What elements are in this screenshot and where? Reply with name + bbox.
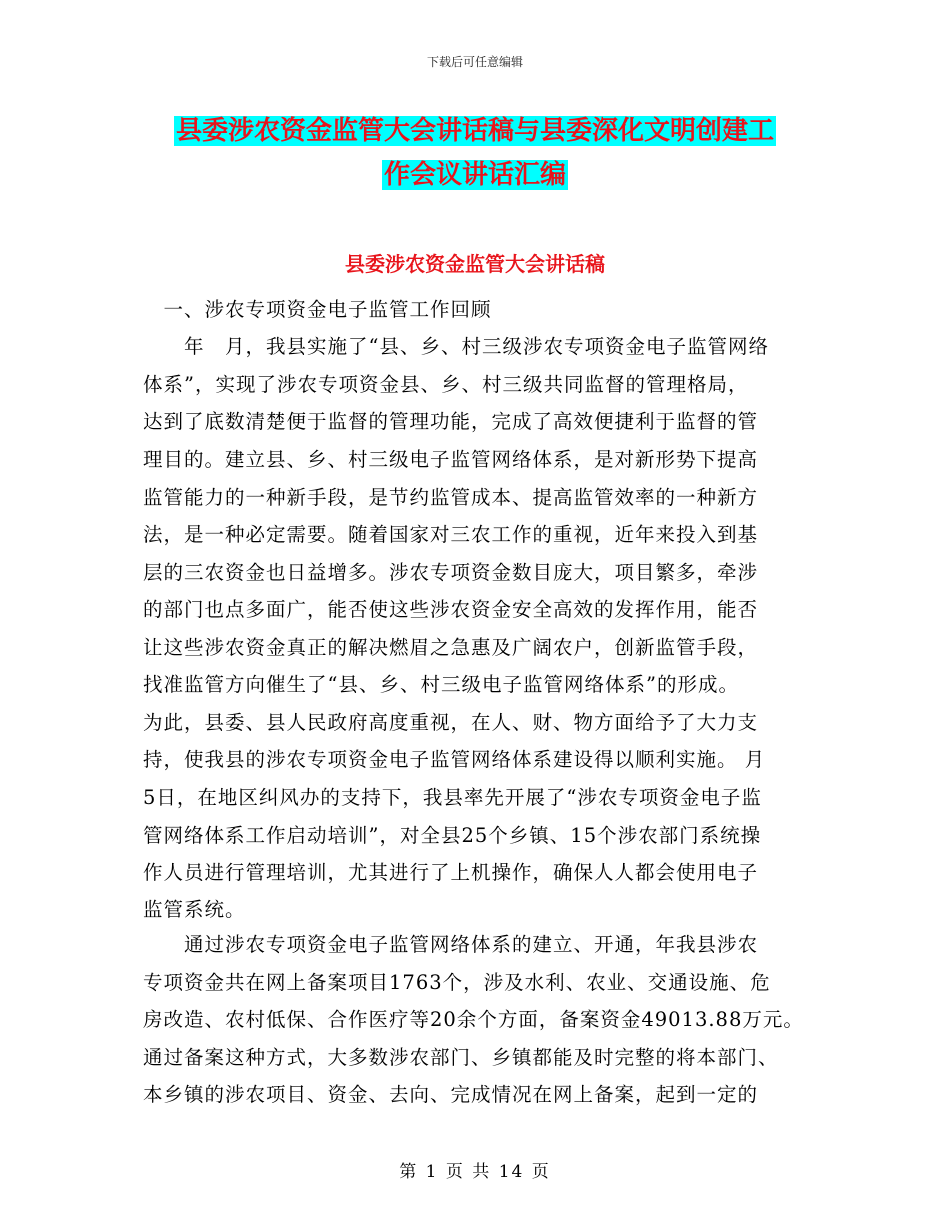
text-line: 层的三农资金也日益增多。涉农专项资金数目庞大，项目繁多，牵涉 — [143, 561, 759, 584]
text-line: 的部门也点多面广，能否使这些涉农资金安全高效的发挥作用，能否 — [143, 598, 759, 621]
text-line: 监管能力的一种新手段，是节约监管成本、提高监管效率的一种新方 — [143, 486, 759, 509]
main-title-line-2: 作会议讲话汇编 — [383, 160, 566, 190]
text-line: 法，是一种必定需要。随着国家对三农工作的重视，近年来投入到基 — [143, 523, 759, 546]
text-line: 持，使我县的涉农专项资金电子监管网络体系建设得以顺利实施。 月 — [143, 748, 766, 771]
text-line: 让这些涉农资金真正的解决燃眉之急惠及广阔农户，创新监管手段， — [143, 636, 759, 659]
text-line: 5日，在地区纠风办的支持下，我县率先开展了“涉农专项资金电子监 — [143, 786, 762, 809]
text-line: 专项资金共在网上备案项目1763个，涉及水利、农业、交通设施、危 — [143, 971, 771, 994]
header-note: 下载后可任意编辑 — [426, 55, 523, 69]
text-line: 本乡镇的涉农项目、资金、去向、完成情况在网上备案，起到一定的 — [143, 1083, 759, 1106]
text-line: 作人员进行管理培训，尤其进行了上机操作，确保人人都会使用电子 — [143, 861, 759, 884]
text-line: 监管系统。 — [143, 898, 246, 921]
text-line: 通过涉农专项资金电子监管网络体系的建立、开通，年我县涉农 — [143, 933, 759, 956]
text-line: 理目的。建立县、乡、村三级电子监管网络体系，是对新形势下提高 — [143, 448, 759, 471]
text-line: 找准监管方向催生了“县、乡、村三级电子监管网络体系”的形成。 — [143, 673, 739, 696]
text-line: 为此，县委、县人民政府高度重视，在人、财、物方面给予了大力支 — [143, 711, 759, 734]
text-line: 管网络体系工作启动培训”，对全县25个乡镇、15个涉农部门系统操 — [143, 824, 762, 847]
text-line: 年 月，我县实施了“县、乡、村三级涉农专项资金电子监管网络 — [143, 335, 769, 358]
text-line: 房改造、农村低保、合作医疗等20余个方面，备案资金49013.88万元。 — [143, 1008, 804, 1031]
text-line: 通过备案这种方式，大多数涉农部门、乡镇都能及时完整的将本部门、 — [143, 1046, 779, 1069]
text-line: 体系”，实现了涉农专项资金县、乡、村三级共同监督的管理格局， — [143, 373, 749, 396]
text-line: 一、涉农专项资金电子监管工作回顾 — [143, 298, 492, 321]
main-title-line-1: 县委涉农资金监管大会讲话稿与县委深化文明创建工 — [175, 116, 774, 146]
text-line: 达到了底数清楚便于监督的管理功能，完成了高效便捷利于监督的管 — [143, 410, 759, 433]
page-footer: 第 1 页 共 14 页 — [399, 1162, 551, 1182]
section-title: 县委涉农资金监管大会讲话稿 — [345, 252, 605, 276]
